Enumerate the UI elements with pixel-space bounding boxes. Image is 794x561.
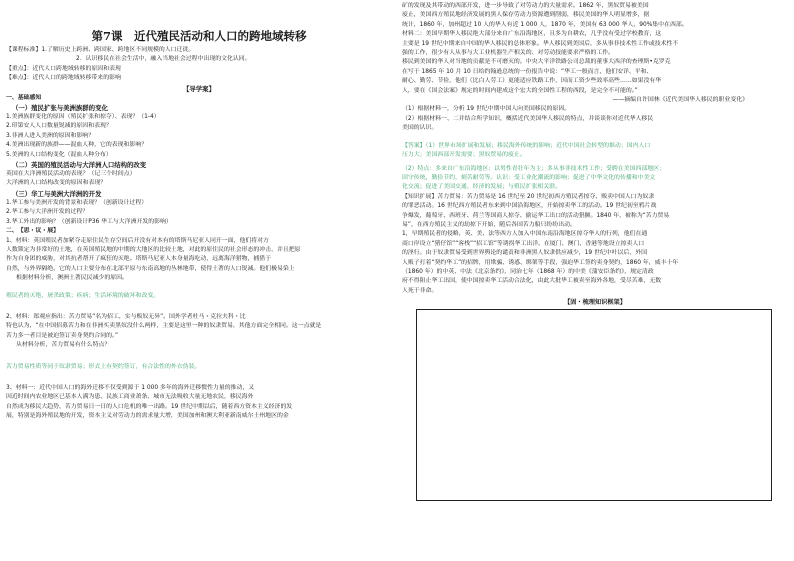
question-1: 1.美洲族群变化的原因（殖民扩张和掠夺）、表现？（1-4） — [6, 114, 160, 121]
material-2-line-3: 苦力多一者目是被迫签订卖身契约合同的。” — [6, 332, 119, 339]
material-3-cont-6: 强的工作，很少有人从事与大工业机器生产相关的、对劳动技能要求严格的工作。 — [402, 50, 615, 57]
answer-3-part-2b: 固守传统，勤俭节约，刻苦耐劳等。认识：受工业化潮流的影响；促进了中华文化的传播和中美文 — [402, 174, 656, 181]
question-9: 2.华工参与大洋洲开发的过程？ — [6, 209, 89, 216]
material-3-question-2: （2）根据材料一、二并结合所学知识，概括近代美国华人移民的特点，并谈谈你对近代华人移民 — [402, 115, 654, 122]
knowledge-extension-10: 府不得阻止华工出国，使中国掠卖华工活动合法化，由此大批华工被卖至海外各地，受尽苦难，无数 — [402, 278, 662, 285]
material-3-cont-9: 耐心、勤劳、节俭，他们（比白人劳工）更能适应铁路工作，因而工资少些效率高些……如果没有华 — [402, 78, 662, 85]
material-3-cont-2: 废止，美国西方殖民地经济发展的黑人保存劳动力资源遭到削弱，移民美国的华人明显增多，据 — [402, 12, 650, 19]
question-10: 3.华工外出的影响？（创新设计P36 华工与大洋洲开发的影响） — [6, 218, 172, 225]
guide-heading: 【导学案】 — [183, 84, 215, 93]
knowledge-extension-5: 1，早期殖民者的侵略，英、美、法等西方人加入中国东南沿海地区掠夺华人的行列，他们在通 — [402, 231, 648, 238]
answer-2: 苦力贸易性质等同于奴隶贸易；形式上有契约签订，有合法性的外衣伪装。 — [6, 363, 201, 370]
answer-3-part-1b: 压力大；美国西部开发需要；黑奴贸易的废止。 — [402, 152, 526, 159]
section-heading-2: （二）英国的殖民活动与大洋洲人口结构的改变 — [12, 161, 147, 170]
question-5: 5.美洲的人口结构变化（混血人种分布） — [6, 151, 112, 158]
material-1-line-2: 人数锁定为非常好的土地，在英国殖民地的中期的大地区的比较土地，对此的原住民的社会形态的冲击，并且把原 — [6, 246, 301, 253]
answer-3-part-1: 【答案】（1）世界市场扩展和发展；移民海外传统的影响；近代中国社会转型的推动；国内人口 — [402, 142, 651, 149]
section-heading-1: （一）殖民扩张与美洲族群的变化 — [12, 104, 108, 113]
material-2-line-2: 特也认为，“在中国招募苦力和在非洲买卖黑奴没什么两样，主要是这里一种的奴隶贸易，其他方面完全相同。这一点就是 — [6, 323, 322, 330]
material-3-line-1: 3、材料一：近代中国人口的海外迁移不仅受到源于 1 000 多年的海外迁移惯性力量的推动，又 — [6, 384, 255, 391]
page-title: 第7课 近代殖民活动和人口的跨地域转移 — [91, 29, 307, 43]
material-3-line-4: 展，特别是海外殖民地的开发，资本主义对劳动力的需求量大增，美国加州和澳大利亚新南威尔士州地区的金 — [6, 413, 289, 420]
material-3-cont-4: 材料二：美国早期华人移民绝大部分来自广东沿海地区，且多为自耕农，几乎没有受过学校教育，这 — [402, 31, 662, 38]
question-6: 英国在大洋洲殖民活动的表现？（记三个时间点） — [6, 171, 136, 178]
material-3-cont-1: 矿的发现及其带动的西部开发，进一步导致了对劳动力的大量需求。1862 年，黑奴贸易被美国 — [402, 3, 649, 9]
knowledge-frame-box[interactable] — [416, 309, 772, 501]
material-3-cont-3: 统计，1860 年，加州超过 10 人的华人有近 1 000 人，1870 年，美国有 63 000 华人，90%集中在西部。 — [402, 21, 688, 28]
right-column — [402, 0, 788, 561]
material-3-question-1: （1）根据材料一，分析 19 世纪中期中国人向美国移民的原因。 — [402, 106, 571, 113]
knowledge-extension-4: 易”，在西方殖民主义的劫掠下开始，随后各国苦力船只纷纷出动。 — [402, 221, 576, 228]
knowledge-extension-1: 【知识扩展】苦力贸易：苦力贸易是 16 世纪至 20 世纪初西方殖民者掠夺、贩卖中国人口为奴隶 — [402, 193, 655, 200]
knowledge-extension-8: 人贩子打着“契约华工”的招牌，用欺骗、诱惑、绑架等手段，强迫华工签约卖身契约，1860 年，威丰十年 — [402, 259, 679, 266]
question-4: 4.美洲出现新的族群——混血人种，它的表现和影响？ — [6, 142, 148, 149]
material-3-cont-10: 人，要在《国会法案》规定的时间内建成这个宏大的全国性工程的西段，是完全不可能的。” — [402, 87, 638, 94]
curriculum-standard-2: 2．认识移民在社会生活中，融入当地社会过程中出现的文化认同。 — [76, 56, 251, 63]
discussion-heading: 二、【思・议・展】 — [6, 228, 60, 235]
material-3-line-3: 自然成为移民大趋势，苦力贸易日一日的人口危机的唯一出路。19 世纪中期以后，随着西方资本主义经济的发 — [6, 403, 293, 410]
question-8: 1.华工参与美洲开发的背景和表现？（创新设计过程） — [6, 199, 148, 206]
question-3: 3.非洲人进入美洲的原因和影响？ — [6, 132, 95, 139]
answer-1: 殖民者的灭绝、屠杀政策；疾病；生活环境的破坏和改变。 — [6, 292, 160, 299]
knowledge-frame-heading: 【固・梳理知识框架】 — [564, 299, 626, 307]
curriculum-standard-1: 【课程标准】1.了解历史上跨洲、跨国家、跨地区不同规模的人口迁徙。 — [6, 47, 195, 53]
material-1-question: 根据材料分析，澳洲土著民民减少的原因。 — [16, 275, 128, 282]
question-7: 大洋洲的人口结构改变的原因和表现？ — [6, 180, 107, 187]
material-2-line-1: 2、材料：郑观应指出：苦力贸易“名为招工，实与贩奴无异”。国外学者杜马・克拉夫科・比 — [6, 313, 246, 320]
left-column — [6, 0, 392, 561]
difficult-point: 【难点】：近代人口的跨地域转移带来的影响 — [6, 75, 121, 82]
material-3-question-2b: 美国的认识。 — [402, 125, 438, 132]
section-heading-3: （三）华工与美洲大洋洲的开发 — [12, 189, 102, 198]
knowledge-extension-3: 争爆发，葡萄牙、西班牙、荷兰等国商人掠夺、偷运华工出口的活动猖獗。1840 年，被称为“苦力贸易 — [402, 212, 670, 219]
material-1-line-4: 自然，与外界隔绝。它的人口主要分布在北部平原与东南高地的丛林地带，使得土著的人口锐减。他们极易染上 — [6, 265, 295, 272]
answer-3-part-2c: 化交流；促进了美国交通、经济的发展；与殖民扩张相关联。 — [402, 184, 562, 191]
material-3-cont-5: 主要是 19 世纪中期来自中国的华人移民的总体形象。华人移民到美国后，多从事非技术性工作或技术性不 — [402, 40, 679, 47]
material-1-line-3: 作为自身团的威胁，对其抗者帮开了疯狂的灭绝。塔斯马尼亚人本身量海吃动，远离海洋猎物，捕猎于 — [6, 256, 272, 263]
knowledge-extension-6: 商口岸设立“猪仔馆”“客栈”“招工馆”等诱拐华工出洋。在厦门、澳门、香港等地设立掠卖人口 — [402, 240, 645, 247]
material-2-question: 从材料分析，苦力贸易有什么特点？ — [16, 342, 111, 349]
knowledge-extension-7: 的淫行。由于奴隶贸易受到世界舆论的谴责和非洲黑人奴隶供应减少，19 世纪中叶以后，外国 — [402, 250, 647, 257]
question-2: 2.印第安人人口数量锐减的原因和表现？ — [6, 123, 112, 130]
knowledge-extension-2: 的罪恶活动。16 世纪西方殖民者东来到中国沿海地区，开始掠卖华工的活动。19 世纪初至鸦片战 — [402, 203, 657, 210]
answer-3-part-2a: （2）特点：多来自广东沿海地区；以男性青壮年为主；多从事非技术性工作；受聘在美国西部地区； — [402, 165, 665, 172]
material-3-source: ——摘编自许国林《近代美国华人移民的职业变化》 — [612, 97, 748, 104]
material-3-cont-8: 在写于 1865 年 10 月 10 日给约翰逊总统的一份报告中说：“华工一般而言，他们安详、平和、 — [402, 68, 653, 75]
key-point: 【重点】：近代人口跨地域转移的原因和表现 — [6, 65, 121, 72]
knowledge-extension-11: 人死于非命。 — [402, 287, 438, 294]
basic-heading: 一、基础感知 — [6, 94, 42, 101]
material-3-cont-7: 移民到美国的华人对当地的贡献是不可磨灭的。中央大平洋铁路公司总裁的董事大西洋的查理斯•克罗克 — [402, 59, 671, 66]
knowledge-extension-9: （1860 年）的中英、中法《北京条约》，同治七年（1868 年）的中美《蒲安臣条约》，规定清政 — [402, 268, 654, 275]
material-1-line-1: 1、材料：英国殖民者加紧夺走原住民生存空间后开没有对本有的塔斯马尼亚人同开一面，他们将对方 — [6, 237, 269, 244]
material-3-line-2: 因近时间内农业地区已基本人满为患、民族工商业萧条、城市无法吸收大量无地农民，移民海外 — [6, 394, 254, 401]
